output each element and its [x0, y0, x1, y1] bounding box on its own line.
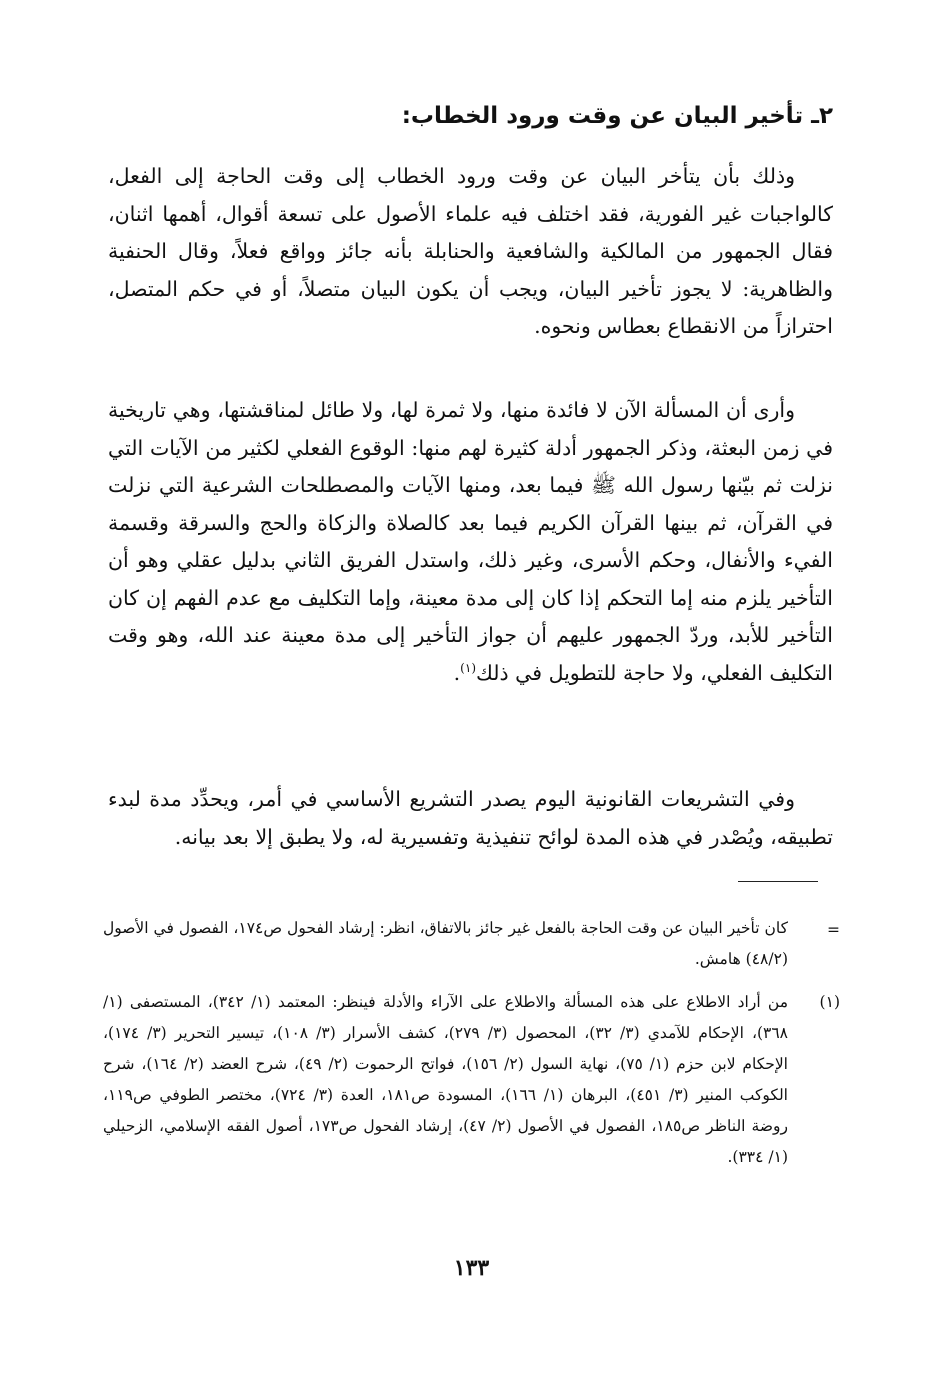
page-number: ١٣٣ [453, 1255, 490, 1281]
paragraph-2-text: وأرى أن المسألة الآن لا فائدة منها، ولا ثمرة لها، ولا طائل لمناقشتها، وهي تاريخية في زمن البعثة، وذكر الجمهور أدلة كثيرة لهم منها: الوقوع الفعلي لكثير من الآيات التي نزلت ثم بيّنها رسول الله ﷺ فيما بعد، ومنها الآيات والمصطلحات الشرعية التي نزلت في القرآن، ثم بينها القرآن الكريم فيما بعد كالصلاة والزكاة والحج والسرقة وقسمة الفيء والأنفال، وحكم الأسرى، وغير ذلك، واستدل الفريق الثاني بدليل عقلي وهو أن التأخير يلزم منه إما التحكم إذا كان إلى مدة معينة، وإما التكليف مع عدم الفهم إن كان التأخير للأبد، وردّ الجمهور عليهم أن جواز التأخير إلى مدة معينة عند الله، وهو وقت التكليف الفعلي، ولا حاجة للتطويل في ذلك [108, 398, 833, 685]
paragraph-3: وفي التشريعات القانونية اليوم يصدر التشريع الأساسي في أمر، ويحدِّد مدة لبدء تطبيقه، ويُصْدر في هذه المدة لوائح تنفيذية وتفسيرية له، ولا يطبق إلا بعد بيانه. [108, 787, 833, 849]
paragraph-2-end: . [453, 660, 461, 685]
footnote-reference: (١) [460, 660, 476, 675]
paragraph-2 [108, 392, 833, 692]
footnote-divider [738, 881, 818, 882]
footnote-continuation: كان تأخير البيان عن وقت الحاجة بالفعل غير جائز بالاتفاق، انظر: إرشاد الفحول ص١٧٤، الفصول في الأصول (٤٨/٢) هامش. [103, 919, 788, 968]
footnote-1: من أراد الاطلاع على هذه المسألة والاطلاع على الآراء والأدلة فينظر: المعتمد (١/ ٣٤٢)، المستصفى (١/ ٣٦٨)، الإحكام للآمدي (٣/ ٣٢)، المحصول (٣/ ٢٧٩)، كشف الأسرار (٣/ ١٠٨)، تيسير التحرير (٣/ ١٧٤)، الإحكام لابن حزم (١/ ٧٥)، نهاية السول (٢/ ١٥٦)، فواتح الرحموت (٢/ ٤٩)، شرح العضد (٢/ ١٦٤)، شرح الكوكب المنير (٣/ ٤٥١)، البرهان (١/ ١٦٦)، المسودة ص١٨١، العدة (٣/ ٧٢٤)، مختصر الطوفي ص١١٩، روضة الناظر ص١٨٥، الفصول في الأصول (٢/ ٤٧)، إرشاد الفحول ص١٧٣، أصول الفقه الإسلامي، الزحيلي (١/ ٣٣٤). [103, 993, 789, 1166]
paragraph-1: وذلك بأن يتأخر البيان عن وقت ورود الخطاب إلى وقت الحاجة إلى الفعل، كالواجبات غير الفورية، فقد اختلف فيه علماء الأصول على تسعة أقوال، أهمها اثنان، فقال الجمهور من المالكية والشافعية والحنابلة بأنه جائز وواقع فعلاً، وقال الحنفية والظاهرية: لا يجوز تأخير البيان، ويجب أن يكون البيان متصلاً، أو في حكم المتصل، احترازاً من الانقطاع بعطاس ونحوه. [108, 164, 833, 338]
footnote-1-marker: (١) [819, 993, 840, 1011]
section-heading: ٢ـ تأخير البيان عن وقت ورود الخطاب: [401, 103, 833, 129]
footnote-continuation-marker: = [827, 921, 840, 939]
